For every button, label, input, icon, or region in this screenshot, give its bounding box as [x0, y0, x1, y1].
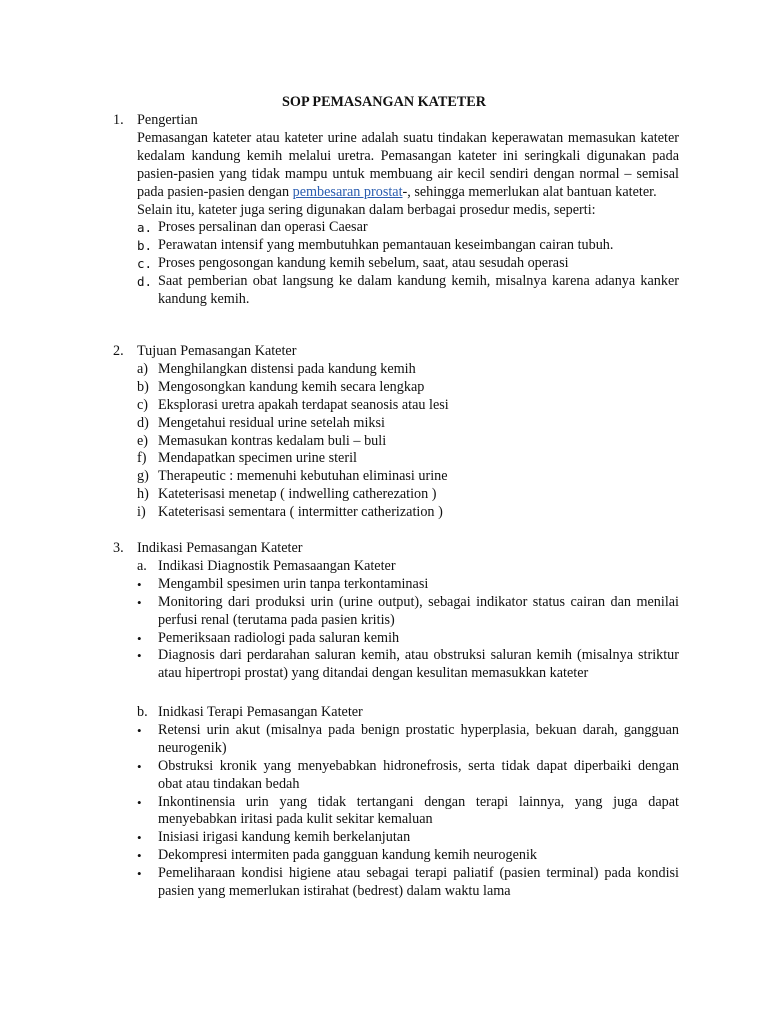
- paragraph-text: Pemasangan kateter atau kateter urine adalah suatu tindakan keperawatan memasukan kateter kedalam kandung kemih melalui uretra. Pemasangan kateter ini seringkali digunakan pada pasien-pasien yang tidak mampu untuk membuang air kecil sendiri dengan normal – semisal pada pasien-pasien dengan: [137, 129, 679, 200]
- list-marker: b): [137, 378, 149, 395]
- section-heading: [113, 343, 679, 361]
- list-marker: d.: [137, 274, 153, 290]
- bullet-icon: •: [137, 866, 142, 882]
- section-heading: [113, 112, 679, 130]
- bullet-icon: •: [137, 794, 142, 810]
- bullet-icon: •: [137, 722, 142, 738]
- list-item: [137, 379, 679, 397]
- therapy-subsection-block: [113, 704, 679, 901]
- list-item: [137, 273, 679, 309]
- list-marker: c.: [137, 256, 153, 272]
- list-marker: a): [137, 360, 149, 377]
- subsection-title: Inidkasi Terapi Pemasangan Kateter: [158, 704, 363, 720]
- section-number: 3.: [113, 540, 124, 556]
- bullet-icon: •: [137, 630, 142, 646]
- list-item: [137, 450, 679, 468]
- section-tujuan: [113, 343, 679, 522]
- bullet-item: [137, 576, 679, 594]
- section-title: Indikasi Pemasangan Kateter: [137, 540, 303, 556]
- page-title: SOP PEMASANGAN KATETER: [282, 94, 486, 110]
- list-item: [137, 415, 679, 433]
- diagnostic-subsection: [113, 558, 679, 683]
- bullet-item: [137, 847, 679, 865]
- list-item: [137, 255, 679, 273]
- list-marker: g): [137, 468, 149, 485]
- subsection-heading: [137, 704, 679, 722]
- section-pengertian: [113, 112, 679, 309]
- bullet-text: Inkontinensia urin yang tidak tertangani dengan terapi lainnya, yang juga dapat menyebabkan iritasi pada kulit sekitar kemaluan: [158, 793, 679, 828]
- bullet-item: [137, 758, 679, 794]
- list-item: [137, 219, 679, 237]
- list-marker: d): [137, 414, 149, 431]
- procedures-list: [113, 219, 679, 309]
- bullet-icon: •: [137, 758, 142, 774]
- list-item-text: Eksplorasi uretra apakah terdapat seanosis atau lesi: [158, 396, 449, 413]
- bullet-text: Pemeliharaan kondisi higiene atau sebagai terapi paliatif (pasien terminal) pada kondisi pasien yang memerlukan istirahat (bedrest) dalam waktu lama: [158, 865, 679, 900]
- list-item-text: Therapeutic : memenuhi kebutuhan eliminasi urine: [158, 468, 448, 485]
- bullet-text: Retensi urin akut (misalnya pada benign prostatic hyperplasia, bekuan darah, gangguan neurogenik): [158, 721, 679, 756]
- list-item-text: Menghilangkan distensi pada kandung kemih: [158, 360, 416, 377]
- bullet-item: [137, 794, 679, 830]
- section-number: 2.: [113, 343, 124, 359]
- bullet-item: [137, 594, 679, 630]
- section-heading: [113, 540, 679, 558]
- bullet-icon: •: [137, 830, 142, 846]
- bullet-item: [137, 865, 679, 901]
- bullet-icon: •: [137, 648, 142, 664]
- section-indikasi: [113, 540, 679, 683]
- list-item: [137, 468, 679, 486]
- list-marker: c): [137, 396, 149, 413]
- subsection-title: Indikasi Diagnostik Pemasaangan Kateter: [158, 557, 396, 574]
- list-item-text: Saat pemberian obat langsung ke dalam kandung kemih, misalnya karena adanya kanker kandung kemih.: [158, 273, 679, 308]
- bullet-text: Diagnosis dari perdarahan saluran kemih, atau obstruksi saluran kemih (misalnya striktur atau hipertropi prostat) yang ditandai dengan kesulitan memasukkan kateter: [158, 647, 679, 682]
- therapy-subsection: [113, 704, 679, 901]
- list-item-text: Memasukan kontras kedalam buli – buli: [158, 432, 387, 449]
- list-item: [137, 397, 679, 415]
- bullet-item: [137, 829, 679, 847]
- bullet-item: [137, 722, 679, 758]
- list-marker: f): [137, 450, 147, 467]
- list-item: [137, 237, 679, 255]
- definition-paragraph: [113, 130, 679, 202]
- bullet-text: Monitoring dari produksi urin (urine output), sebagai indikator status cairan dan menilai perfusi renal (terutama pada pasien kritis): [158, 593, 679, 628]
- list-marker: a.: [137, 220, 153, 236]
- bullet-text: Pemeriksaan radiologi pada saluran kemih: [158, 629, 400, 646]
- list-item-text: Mendapatkan specimen urine steril: [158, 450, 357, 467]
- list-item-text: Perawatan intensif yang membutuhkan pemantauan keseimbangan cairan tubuh.: [158, 237, 614, 254]
- bullet-item: [137, 647, 679, 683]
- list-marker: h): [137, 486, 149, 503]
- list-marker: e): [137, 432, 149, 449]
- section-title: Tujuan Pemasangan Kateter: [137, 343, 297, 359]
- subsection-heading: [137, 558, 679, 576]
- list-item: [137, 361, 679, 379]
- bullet-text: Mengambil spesimen urin tanpa terkontaminasi: [158, 575, 429, 592]
- paragraph-text-end: -, sehingga memerlukan alat bantuan kateter.: [402, 183, 657, 200]
- bullet-icon: •: [137, 848, 142, 864]
- list-marker: i): [137, 504, 146, 521]
- goals-list: [113, 361, 679, 522]
- list-marker: b.: [137, 704, 148, 720]
- list-item-text: Kateterisasi sementara ( intermitter catherization ): [158, 504, 443, 521]
- list-marker: a.: [137, 557, 147, 574]
- list-item-text: Mengosongkan kandung kemih secara lengkap: [158, 378, 425, 395]
- bullet-item: [137, 630, 679, 648]
- bullet-text: Dekompresi intermiten pada gangguan kandung kemih neurogenik: [158, 847, 538, 864]
- list-item-text: Proses persalinan dan operasi Caesar: [158, 219, 368, 236]
- list-marker: b.: [137, 238, 153, 254]
- bullet-icon: •: [137, 594, 142, 610]
- list-item-text: Proses pengosongan kandung kemih sebelum, saat, atau sesudah operasi: [158, 255, 569, 272]
- section-title: Pengertian: [137, 112, 198, 128]
- pembesaran-prostat-link[interactable]: pembesaran prostat: [292, 183, 403, 200]
- bullet-text: Inisiasi irigasi kandung kemih berkelanjutan: [158, 829, 411, 846]
- list-item: [137, 486, 679, 504]
- bullet-icon: •: [137, 576, 142, 592]
- list-item-text: Kateterisasi menetap ( indwelling catherezation ): [158, 486, 437, 503]
- list-item: [137, 433, 679, 451]
- list-item-text: Mengetahui residual urine setelah miksi: [158, 414, 385, 431]
- section-number: 1.: [113, 112, 124, 128]
- bullet-text: Obstruksi kronik yang menyebabkan hidronefrosis, serta tidak dapat diperbaiki dengan obat atau tindakan bedah: [158, 757, 679, 792]
- procedures-intro: Selain itu, kateter juga sering digunakan dalam berbagai prosedur medis, seperti:: [137, 201, 596, 218]
- list-item: [137, 504, 679, 522]
